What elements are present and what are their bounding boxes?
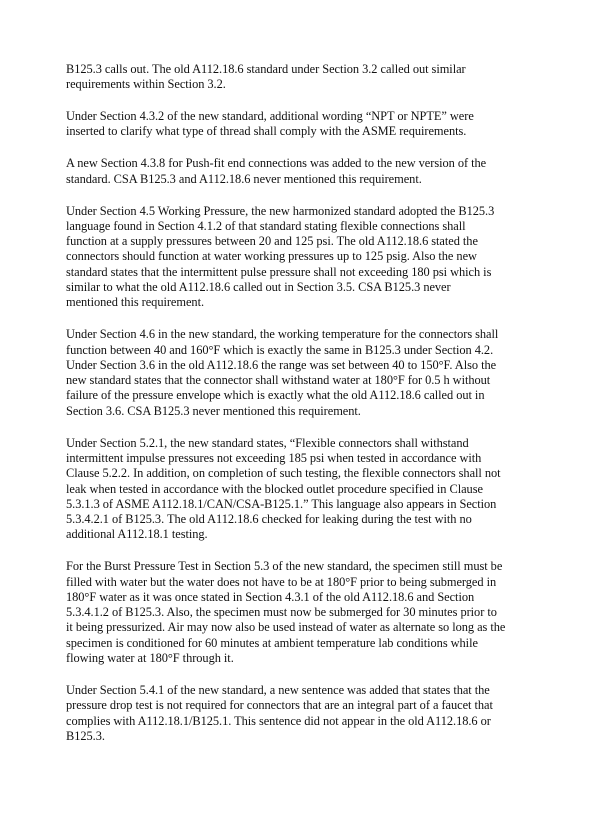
paragraph-section-5-2-1: Under Section 5.2.1, the new standard states, “Flexible connectors shall withstand intermittent impulse pressures not exceeding 185 psi when tested in accordance with Clause 5.2.2. In addition, on completion of such testing, the flexible connectors shall not leak when tested in accordance with the blocked outlet procedure specified in Clause 5.3.1.3 of ASME A112.18.1/CAN/CSA-B125.1.” This language also appears in Section 5.3.4.2.1 of B125.3. The old A112.18.6 checked for leaking during the test with no additional A112.18.1 testing. [66,435,501,542]
paragraph-section-4-5-working-pressure: Under Section 4.5 Working Pressure, the new harmonized standard adopted the B125.3 language found in Section 4.1.2 of that standard stating flexible connections shall function at a supply pressures between 20 and 125 psi. The old A112.18.6 stated the connectors should function at water working pressures up to 125 psig. Also the new standard states that the intermittent pulse pressure shall not exceeding 180 psi which is similar to what the old A112.18.6 called out in Section 3.5. CSA B125.3 never mentioned this requirement. [66,203,495,310]
paragraph-section-4-6-temperature: Under Section 4.6 in the new standard, the working temperature for the connectors shall function between 40 and 160°F which is exactly the same in B125.3 under Section 4.2. Under Section 3.6 in the old A112.18.6 the range was set between 40 to 150°F. Also the new standard states that the connector shall withstand water at 180°F for 0.5 h without failure of the pressure envelope which is exactly what the old A112.18.6 called out in Section 3.6. CSA B125.3 never mentioned this requirement. [66,327,499,418]
paragraph-section-5-4-1: Under Section 5.4.1 of the new standard, a new sentence was added that states that the pressure drop test is not required for connectors that are an integral part of a faucet that complies with A112.18.1/B125.1. This sentence did not appear in the old A112.18.6 or B125.3. [66,682,493,743]
paragraph-b125-3-calls-out: B125.3 calls out. The old A112.18.6 standard under Section 3.2 called out similar requirements within Section 3.2. [66,62,466,92]
paragraph-burst-pressure-test: For the Burst Pressure Test in Section 5.3 of the new standard, the specimen still must be filled with water but the water does not have to be at 180°F prior to being submerged in 180°F water as it was once stated in Section 4.3.1 of the old A112.18.6 and Section 5.3.4.1.2 of B125.3. Also, the specimen must now be submerged for 30 minutes prior to it being pressurized. Air may now also be used instead of water as alternate so long as the specimen is conditioned for 60 minutes at ambient temperature lab conditions while flowing water at 180°F through it. [66,559,506,666]
paragraph-section-4-3-8: A new Section 4.3.8 for Push-fit end connections was added to the new version of the standard. CSA B125.3 and A112.18.6 never mentioned this requirement. [66,156,487,186]
paragraph-section-4-3-2: Under Section 4.3.2 of the new standard, additional wording “NPT or NPTE” were inserted to clarify what type of thread shall comply with the ASME requirements. [66,109,474,139]
document-page [66,62,546,761]
